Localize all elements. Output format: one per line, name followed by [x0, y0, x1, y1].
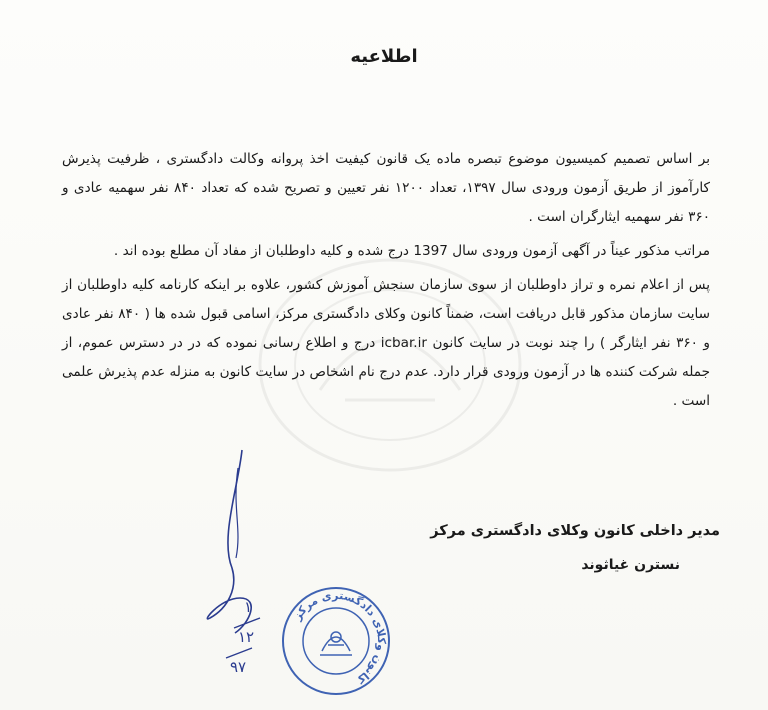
document-title: اطلاعیه	[350, 46, 418, 67]
handwritten-date	[214, 598, 274, 688]
paragraph-results: پس از اعلام نمره و تراز داوطلبان از سوی سازمان سنجش آموزش کشور، علاوه بر اینکه کارنامه کلیه داوطلبان از سایت سازمان مذکور قابل دریافت است، ضمناً کانون وکلای دادگستری مرکز، اسامی قبول شده ها ( ۸۴۰ نفر عادی و ۳۶۰ نفر ایثارگر ) را چند نوبت در سایت کانون icbar.ir درج و اطلاع رسانی نموده که در در دسترس عموم، از جمله شرکت کننده ها در آزمون ورودی قرار دارد. عدم درج نام اشخاص در سایت کانون به منزله عدم پذیرش علمی است .	[62, 277, 711, 409]
date-month: ۱۲	[238, 628, 255, 646]
date-day: ۱	[244, 598, 253, 616]
seal-ring-text: کانون وکلای دادگستری مرکز	[290, 588, 389, 687]
seal-emblem-icon	[320, 632, 352, 655]
signer-position: مدیر داخلی کانون وکلای دادگستری مرکز	[430, 523, 720, 539]
official-seal	[280, 585, 392, 697]
document-body	[62, 145, 710, 416]
signer-name: نسترن غیاثوند	[581, 557, 680, 573]
signature-block	[420, 523, 720, 573]
date-year: ۹۷	[230, 658, 247, 676]
paragraph-capacity: بر اساس تصمیم کمیسیون موضوع تبصره ماده یک قانون کیفیت اخذ پروانه وکالت دادگستری ، ظرفیت پذیرش کارآموز از طریق آزمون ورودی سال ۱۳۹۷، تعداد ۱۲۰۰ نفر تعیین و تصریح شده که تعداد ۸۴۰ نفر سهمیه عادی و ۳۶۰ نفر سهمیه ایثارگران است .	[62, 151, 710, 225]
paragraph-announcement: مراتب مذکور عیناً در آگهی آزمون ورودی سال 1397 درج شده و کلیه داوطلبان از مفاد آن مطلع بوده اند .	[113, 243, 710, 259]
